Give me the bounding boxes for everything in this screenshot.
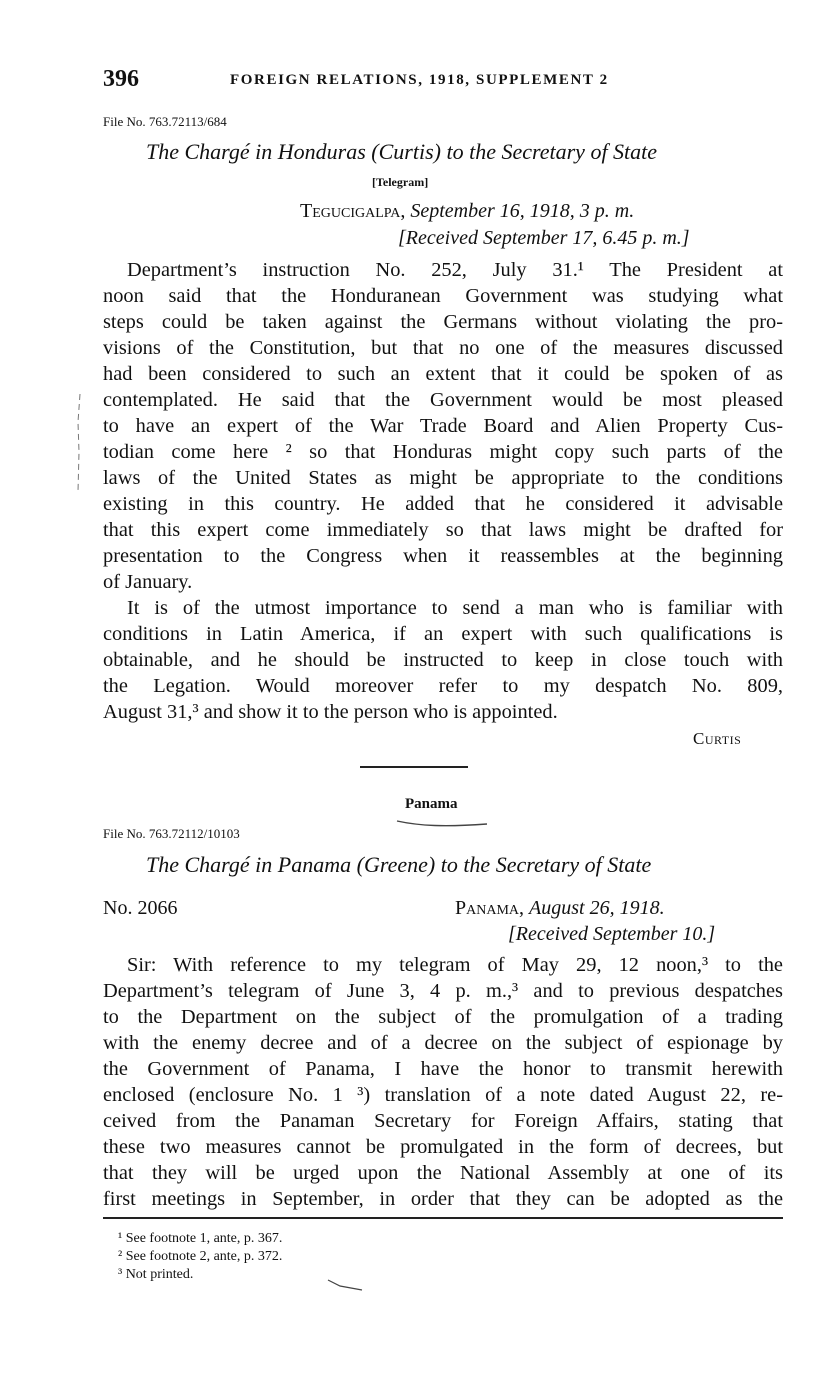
document-title: The Chargé in Panama (Greene) to the Secretary of State (146, 852, 652, 877)
page-number: 396 (103, 66, 139, 92)
dateline-date: August 26, 1918. (529, 897, 665, 919)
text-line: obtainable, and he should be instructed to keep in close touch with (103, 649, 783, 671)
text-line: enclosed (enclosure No. 1 ³) translation of a note dated August 22, re- (103, 1084, 783, 1106)
text-line: August 31,³ and show it to the person who is appointed. (103, 701, 558, 723)
footnote: ¹ See footnote 1, ante, p. 367. (118, 1231, 283, 1246)
text-line: first meetings in September, in order that they can be adopted as the (103, 1188, 783, 1210)
text-line: todian come here ² so that Honduras might copy such parts of the (103, 441, 783, 463)
text-line: the Legation. Would moreover refer to my despatch No. 809, (103, 675, 783, 697)
text-line: ceived from the Panaman Secretary for Foreign Affairs, stating that (103, 1110, 783, 1132)
text-line: It is of the utmost importance to send a man who is familiar with (127, 597, 783, 619)
paragraph (103, 595, 783, 725)
dateline-place: Panama, (455, 897, 525, 919)
margin-mark (74, 392, 84, 502)
file-number: File No. 763.72113/684 (103, 114, 227, 129)
dateline (300, 200, 634, 223)
text-line: noon said that the Honduranean Government was studying what (103, 285, 783, 307)
dateline-place: Tegucigalpa, (300, 200, 406, 222)
text-line: to have an expert of the War Trade Board and Alien Property Cus- (103, 415, 783, 437)
text-line: Department’s instruction No. 252, July 31.¹ The President at (127, 259, 783, 281)
text-line: visions of the Constitution, but that no one of the measures discussed (103, 337, 783, 359)
received-line: [Received September 10.] (508, 923, 716, 945)
text-line: Sir: With reference to my telegram of May 29, 12 noon,³ to the (127, 954, 783, 976)
text-line: steps could be taken against the Germans without violating the pro- (103, 311, 783, 333)
text-line: to the Department on the subject of the promulgation of a trading (103, 1006, 783, 1028)
despatch-number: No. 2066 (103, 897, 178, 919)
section-divider (360, 766, 468, 768)
received-line: [Received September 17, 6.45 p. m.] (398, 227, 690, 249)
text-line: laws of the United States as might be appropriate to the conditions (103, 467, 783, 489)
running-title: FOREIGN RELATIONS, 1918, SUPPLEMENT 2 (230, 72, 609, 88)
text-line: had been considered to such an extent that it could be spoken of as (103, 363, 783, 385)
signature: Curtis (693, 729, 742, 748)
text-line: that they will be urged upon the National Assembly at one of its (103, 1162, 783, 1184)
pencil-mark (395, 818, 490, 832)
text-line: the Government of Panama, I have the honor to transmit herewith (103, 1058, 783, 1080)
text-line: contemplated. He said that the Government would be most pleased (103, 389, 783, 411)
text-line: these two measures cannot be promulgated in the form of decrees, but (103, 1136, 783, 1158)
paragraph (103, 257, 783, 595)
footnote-divider (103, 1217, 783, 1219)
dateline-date: September 16, 1918, 3 p. m. (410, 200, 635, 222)
file-number: File No. 763.72112/10103 (103, 826, 240, 841)
footnote: ³ Not printed. (118, 1267, 194, 1282)
text-line: conditions in Latin America, if an expert with such qualifications is (103, 623, 783, 645)
document-type: [Telegram] (372, 175, 429, 189)
pencil-mark (326, 1276, 366, 1294)
footnote: ² See footnote 2, ante, p. 372. (118, 1249, 283, 1264)
text-line: that this expert come immediately so that laws might be drafted for (103, 519, 783, 541)
text-line: of January. (103, 571, 193, 593)
text-line: presentation to the Congress when it reassembles at the beginning (103, 545, 783, 567)
paragraph (103, 952, 783, 1212)
text-line: existing in this country. He added that he considered it advisable (103, 493, 783, 515)
dateline (455, 897, 665, 920)
document-title: The Chargé in Honduras (Curtis) to the Secretary of State (146, 139, 658, 164)
section-heading: Panama (405, 796, 458, 812)
text-line: Department’s telegram of June 3, 4 p. m.,³ and to previous despatches (103, 980, 783, 1002)
text-line: with the enemy decree and of a decree on the subject of espionage by (103, 1032, 783, 1054)
